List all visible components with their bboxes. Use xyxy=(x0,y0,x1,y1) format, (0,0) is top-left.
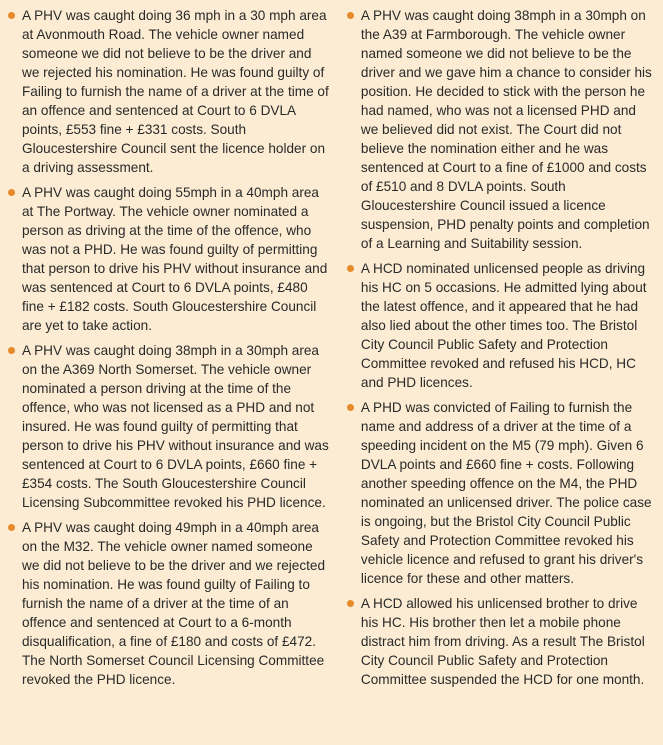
case-text: A PHV was caught doing 55mph in a 40mph area at The Portway. The vehicle owner nominated a person as driving at the time of the offence, who was not a PHD. He was found guilty of permitting that person to drive his PHV without insurance and was sentenced at Court to 6 DVLA points, £480 fine + £182 costs. South Gloucestershire Council are yet to take action. xyxy=(22,185,328,333)
case-text: A PHV was caught doing 38mph in a 30mph on the A39 at Farmborough. The vehicle owner named someone we did not believe to be the driver and we gave him a chance to consider his position. He decided to stick with the person he had named, who was not a licensed PHD and we believed did not exist. The Court did not believe the nomination either and he was sentenced at Court to a fine of £1000 and costs of £510 and 8 DVLA points. South Gloucestershire Council issued a licence suspension, PHD penalty points and completion of a Learning and Suitability session. xyxy=(360,8,652,251)
case-item xyxy=(8,341,330,512)
case-item xyxy=(347,6,655,253)
case-item xyxy=(347,594,655,689)
bullet-dot-icon xyxy=(347,600,354,607)
bullet-dot-icon xyxy=(8,524,15,531)
case-item xyxy=(347,259,655,392)
bullet-dot-icon xyxy=(347,404,354,411)
bullet-dot-icon xyxy=(347,265,354,272)
case-text: A PHD was convicted of Failing to furnish the name and address of a driver at the time of a speeding incident on the M5 (79 mph). Given 6 DVLA points and £660 fine + costs. Following another speeding offence on the M4, the PHD nominated an unlicensed driver. The police case is ongoing, but the Bristol City Council Public Safety and Protection Committee revoked his vehicle licence and refused to grant his driver's licence for these and other matters. xyxy=(360,400,652,586)
case-item xyxy=(8,6,330,177)
left-column xyxy=(8,6,330,745)
case-text: A HCD allowed his unlicensed brother to drive his HC. His brother then let a mobile phone distract him from driving. As a result The Bristol City Council Public Safety and Protection Committee suspended the HCD for one month. xyxy=(360,596,645,687)
bullet-dot-icon xyxy=(347,12,354,19)
bullet-dot-icon xyxy=(8,347,15,354)
case-item xyxy=(347,398,655,588)
case-text: A PHV was caught doing 36 mph in a 30 mph area at Avonmouth Road. The vehicle owner named someone we did not believe to be the driver and we rejected his nomination. He was found guilty of Failing to furnish the name of a driver at the time of an offence and sentenced at Court to 6 DVLA points, £553 fine + £331 costs. South Gloucestershire Council sent the licence holder on a driving assessment. xyxy=(22,8,329,175)
case-text: A HCD nominated unlicensed people as driving his HC on 5 occasions. He admitted lying about the latest offence, and it appeared that he had also lied about the other times too. The Bristol City Council Public Safety and Protection Committee revoked and refused his HCD, HC and PHD licences. xyxy=(360,261,647,390)
case-item xyxy=(8,518,330,689)
bullet-dot-icon xyxy=(8,189,15,196)
case-text: A PHV was caught doing 49mph in a 40mph area on the M32. The vehicle owner named someone we did not believe to be the driver and we rejected his nomination. He was found guilty of Failing to furnish the name of a driver at the time of an offence and sentenced at Court to a 6-month disqualification, a fine of £180 and costs of £472. The North Somerset Council Licensing Committee revoked the PHD licence. xyxy=(22,520,326,687)
case-text: A PHV was caught doing 38mph in a 30mph area on the A369 North Somerset. The vehicle owner nominated a person driving at the time of the offence, who was not licensed as a PHD and not insured. He was found guilty of permitting that person to drive his PHV without insurance and was sentenced at Court to 6 DVLA points, £660 fine + £354 costs. The South Gloucestershire Council Licensing Subcommittee revoked his PHD licence. xyxy=(22,343,329,510)
bullet-dot-icon xyxy=(8,12,15,19)
right-column xyxy=(347,6,655,745)
case-item xyxy=(8,183,330,335)
